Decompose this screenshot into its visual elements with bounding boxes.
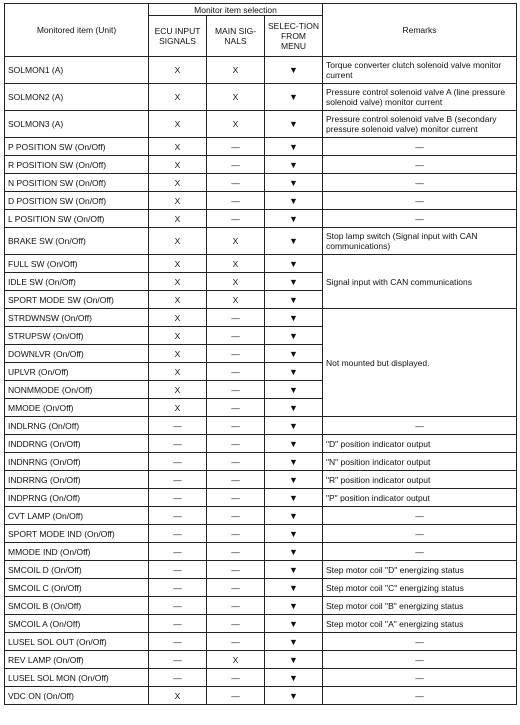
- table-row: [5, 255, 517, 273]
- ecu-input-signal-mark: X: [149, 174, 207, 192]
- ecu-input-signal-mark: X: [149, 210, 207, 228]
- selection-from-menu-mark: ▼: [265, 687, 323, 705]
- selection-from-menu-mark: ▼: [265, 543, 323, 561]
- main-signal-mark: —: [207, 633, 265, 651]
- main-signal-mark: X: [207, 111, 265, 138]
- remarks-cell: —: [323, 507, 517, 525]
- main-signal-mark: —: [207, 543, 265, 561]
- table-row: [5, 687, 517, 705]
- ecu-input-signal-mark: X: [149, 156, 207, 174]
- monitored-item-name: LUSEL SOL OUT (On/Off): [5, 633, 149, 651]
- monitored-item-name: NONMMODE (On/Off): [5, 381, 149, 399]
- ecu-input-signal-mark: X: [149, 381, 207, 399]
- main-signal-mark: —: [207, 561, 265, 579]
- selection-from-menu-mark: ▼: [265, 210, 323, 228]
- selection-from-menu-mark: ▼: [265, 651, 323, 669]
- table-row: [5, 228, 517, 255]
- main-signal-mark: —: [207, 687, 265, 705]
- main-signal-mark: —: [207, 156, 265, 174]
- remarks-cell: —: [323, 174, 517, 192]
- monitored-item-name: SMCOIL A (On/Off): [5, 615, 149, 633]
- remarks-cell: "N" position indicator output: [323, 453, 517, 471]
- ecu-input-signal-mark: —: [149, 579, 207, 597]
- remarks-cell: Stop lamp switch (Signal input with CAN communications): [323, 228, 517, 255]
- ecu-input-signal-mark: —: [149, 633, 207, 651]
- table-row: [5, 525, 517, 543]
- main-signal-mark: —: [207, 489, 265, 507]
- remarks-cell: Torque converter clutch solenoid valve monitor current: [323, 57, 517, 84]
- selection-from-menu-mark: ▼: [265, 192, 323, 210]
- selection-from-menu-mark: ▼: [265, 111, 323, 138]
- remarks-cell: Pressure control solenoid valve A (line pressure solenoid valve) monitor current: [323, 84, 517, 111]
- ecu-input-signal-mark: X: [149, 345, 207, 363]
- ecu-input-signal-mark: X: [149, 84, 207, 111]
- main-signal-mark: —: [207, 435, 265, 453]
- ecu-input-signal-mark: X: [149, 138, 207, 156]
- monitored-item-name: INDDRNG (On/Off): [5, 435, 149, 453]
- main-signal-mark: —: [207, 471, 265, 489]
- selection-from-menu-mark: ▼: [265, 597, 323, 615]
- main-signal-mark: —: [207, 399, 265, 417]
- monitored-item-name: STRUPSW (On/Off): [5, 327, 149, 345]
- header-remarks: Remarks: [323, 4, 517, 57]
- selection-from-menu-mark: ▼: [265, 489, 323, 507]
- remarks-cell: —: [323, 687, 517, 705]
- monitored-item-name: N POSITION SW (On/Off): [5, 174, 149, 192]
- ecu-input-signal-mark: X: [149, 273, 207, 291]
- table-row: [5, 471, 517, 489]
- monitored-item-name: LUSEL SOL MON (On/Off): [5, 669, 149, 687]
- table-row: [5, 210, 517, 228]
- remarks-cell: "P" position indicator output: [323, 489, 517, 507]
- monitored-item-name: BRAKE SW (On/Off): [5, 228, 149, 255]
- main-signal-mark: —: [207, 597, 265, 615]
- table-row: [5, 453, 517, 471]
- ecu-input-signal-mark: —: [149, 651, 207, 669]
- main-signal-mark: —: [207, 507, 265, 525]
- selection-from-menu-mark: ▼: [265, 327, 323, 345]
- monitored-item-name: L POSITION SW (On/Off): [5, 210, 149, 228]
- monitored-item-name: SOLMON3 (A): [5, 111, 149, 138]
- table-row: [5, 651, 517, 669]
- ecu-input-signal-mark: —: [149, 435, 207, 453]
- ecu-input-signal-mark: X: [149, 327, 207, 345]
- selection-from-menu-mark: ▼: [265, 615, 323, 633]
- monitored-item-name: MMODE IND (On/Off): [5, 543, 149, 561]
- selection-from-menu-mark: ▼: [265, 57, 323, 84]
- monitored-item-name: STRDWNSW (On/Off): [5, 309, 149, 327]
- monitored-item-name: P POSITION SW (On/Off): [5, 138, 149, 156]
- table-row: [5, 543, 517, 561]
- selection-from-menu-mark: ▼: [265, 471, 323, 489]
- remarks-cell: Step motor coil "D" energizing status: [323, 561, 517, 579]
- ecu-input-signal-mark: —: [149, 471, 207, 489]
- table-row: [5, 669, 517, 687]
- main-signal-mark: —: [207, 381, 265, 399]
- remarks-cell: Not mounted but displayed.: [323, 309, 517, 417]
- main-signal-mark: —: [207, 669, 265, 687]
- monitored-item-name: UPLVR (On/Off): [5, 363, 149, 381]
- monitored-item-name: FULL SW (On/Off): [5, 255, 149, 273]
- ecu-input-signal-mark: —: [149, 615, 207, 633]
- table-row: [5, 489, 517, 507]
- monitored-item-name: SOLMON2 (A): [5, 84, 149, 111]
- header-main-signals: MAIN SIG-NALS: [207, 16, 265, 57]
- main-signal-mark: X: [207, 255, 265, 273]
- table-row: [5, 561, 517, 579]
- main-signal-mark: —: [207, 192, 265, 210]
- remarks-cell: —: [323, 192, 517, 210]
- selection-from-menu-mark: ▼: [265, 381, 323, 399]
- monitored-item-name: SPORT MODE SW (On/Off): [5, 291, 149, 309]
- selection-from-menu-mark: ▼: [265, 174, 323, 192]
- header-ecu-input-signals: ECU INPUT SIGNALS: [149, 16, 207, 57]
- selection-from-menu-mark: ▼: [265, 399, 323, 417]
- selection-from-menu-mark: ▼: [265, 507, 323, 525]
- monitored-item-name: INDPRNG (On/Off): [5, 489, 149, 507]
- monitored-item-name: INDRRNG (On/Off): [5, 471, 149, 489]
- ecu-input-signal-mark: —: [149, 507, 207, 525]
- remarks-cell: Pressure control solenoid valve B (secondary pressure solenoid valve) monitor current: [323, 111, 517, 138]
- remarks-cell: Step motor coil "C" energizing status: [323, 579, 517, 597]
- ecu-input-signal-mark: X: [149, 111, 207, 138]
- monitored-item-name: INDNRNG (On/Off): [5, 453, 149, 471]
- monitored-item-name: DOWNLVR (On/Off): [5, 345, 149, 363]
- table-row: [5, 174, 517, 192]
- ecu-input-signal-mark: —: [149, 453, 207, 471]
- remarks-cell: Step motor coil "A" energizing status: [323, 615, 517, 633]
- ecu-input-signal-mark: —: [149, 543, 207, 561]
- selection-from-menu-mark: ▼: [265, 84, 323, 111]
- remarks-cell: Step motor coil "B" energizing status: [323, 597, 517, 615]
- header-monitored-item: Monitored item (Unit): [5, 4, 149, 57]
- ecu-input-signal-mark: X: [149, 363, 207, 381]
- remarks-cell: —: [323, 210, 517, 228]
- main-signal-mark: —: [207, 525, 265, 543]
- table-row: [5, 309, 517, 327]
- main-signal-mark: —: [207, 327, 265, 345]
- main-signal-mark: —: [207, 417, 265, 435]
- selection-from-menu-mark: ▼: [265, 345, 323, 363]
- table-row: [5, 579, 517, 597]
- main-signal-mark: X: [207, 84, 265, 111]
- main-signal-mark: —: [207, 615, 265, 633]
- main-signal-mark: X: [207, 228, 265, 255]
- monitored-item-name: VDC ON (On/Off): [5, 687, 149, 705]
- monitored-item-name: INDLRNG (On/Off): [5, 417, 149, 435]
- main-signal-mark: —: [207, 579, 265, 597]
- ecu-input-signal-mark: X: [149, 192, 207, 210]
- selection-from-menu-mark: ▼: [265, 363, 323, 381]
- ecu-input-signal-mark: X: [149, 399, 207, 417]
- ecu-input-signal-mark: —: [149, 489, 207, 507]
- selection-from-menu-mark: ▼: [265, 138, 323, 156]
- selection-from-menu-mark: ▼: [265, 435, 323, 453]
- monitor-item-table: [4, 3, 517, 705]
- selection-from-menu-mark: ▼: [265, 273, 323, 291]
- main-signal-mark: X: [207, 57, 265, 84]
- monitored-item-name: R POSITION SW (On/Off): [5, 156, 149, 174]
- selection-from-menu-mark: ▼: [265, 561, 323, 579]
- table-row: [5, 597, 517, 615]
- selection-from-menu-mark: ▼: [265, 669, 323, 687]
- remarks-cell: "D" position indicator output: [323, 435, 517, 453]
- selection-from-menu-mark: ▼: [265, 417, 323, 435]
- table-row: [5, 192, 517, 210]
- remarks-cell: —: [323, 417, 517, 435]
- remarks-cell: —: [323, 138, 517, 156]
- remarks-cell: —: [323, 525, 517, 543]
- header-selection-from-menu: SELEC-TION FROM MENU: [265, 16, 323, 57]
- monitored-item-name: SOLMON1 (A): [5, 57, 149, 84]
- remarks-cell: —: [323, 156, 517, 174]
- selection-from-menu-mark: ▼: [265, 579, 323, 597]
- monitored-item-name: SPORT MODE IND (On/Off): [5, 525, 149, 543]
- main-signal-mark: —: [207, 363, 265, 381]
- main-signal-mark: —: [207, 138, 265, 156]
- ecu-input-signal-mark: —: [149, 417, 207, 435]
- ecu-input-signal-mark: X: [149, 291, 207, 309]
- ecu-input-signal-mark: X: [149, 57, 207, 84]
- remarks-cell: —: [323, 543, 517, 561]
- selection-from-menu-mark: ▼: [265, 525, 323, 543]
- main-signal-mark: —: [207, 309, 265, 327]
- main-signal-mark: —: [207, 174, 265, 192]
- selection-from-menu-mark: ▼: [265, 255, 323, 273]
- selection-from-menu-mark: ▼: [265, 228, 323, 255]
- ecu-input-signal-mark: —: [149, 597, 207, 615]
- selection-from-menu-mark: ▼: [265, 291, 323, 309]
- header-monitor-item-selection: Monitor item selection: [149, 4, 323, 16]
- selection-from-menu-mark: ▼: [265, 309, 323, 327]
- table-row: [5, 84, 517, 111]
- main-signal-mark: X: [207, 651, 265, 669]
- main-signal-mark: —: [207, 210, 265, 228]
- remarks-cell: —: [323, 651, 517, 669]
- main-signal-mark: X: [207, 291, 265, 309]
- ecu-input-signal-mark: X: [149, 228, 207, 255]
- table-row: [5, 138, 517, 156]
- table-row: [5, 615, 517, 633]
- table-row: [5, 417, 517, 435]
- monitored-item-name: REV LAMP (On/Off): [5, 651, 149, 669]
- table-row: [5, 435, 517, 453]
- monitored-item-name: IDLE SW (On/Off): [5, 273, 149, 291]
- monitored-item-name: SMCOIL C (On/Off): [5, 579, 149, 597]
- table-row: [5, 57, 517, 84]
- remarks-cell: Signal input with CAN communications: [323, 255, 517, 309]
- selection-from-menu-mark: ▼: [265, 156, 323, 174]
- remarks-cell: —: [323, 669, 517, 687]
- selection-from-menu-mark: ▼: [265, 633, 323, 651]
- remarks-cell: —: [323, 633, 517, 651]
- monitored-item-name: MMODE (On/Off): [5, 399, 149, 417]
- table-row: [5, 111, 517, 138]
- monitored-item-name: SMCOIL D (On/Off): [5, 561, 149, 579]
- monitored-item-name: SMCOIL B (On/Off): [5, 597, 149, 615]
- monitored-item-name: D POSITION SW (On/Off): [5, 192, 149, 210]
- ecu-input-signal-mark: —: [149, 525, 207, 543]
- table-row: [5, 507, 517, 525]
- main-signal-mark: —: [207, 453, 265, 471]
- ecu-input-signal-mark: —: [149, 561, 207, 579]
- monitored-item-name: CVT LAMP (On/Off): [5, 507, 149, 525]
- main-signal-mark: —: [207, 345, 265, 363]
- ecu-input-signal-mark: X: [149, 255, 207, 273]
- ecu-input-signal-mark: —: [149, 669, 207, 687]
- table-row: [5, 156, 517, 174]
- ecu-input-signal-mark: X: [149, 687, 207, 705]
- table-row: [5, 633, 517, 651]
- main-signal-mark: X: [207, 273, 265, 291]
- ecu-input-signal-mark: X: [149, 309, 207, 327]
- remarks-cell: "R" position indicator output: [323, 471, 517, 489]
- selection-from-menu-mark: ▼: [265, 453, 323, 471]
